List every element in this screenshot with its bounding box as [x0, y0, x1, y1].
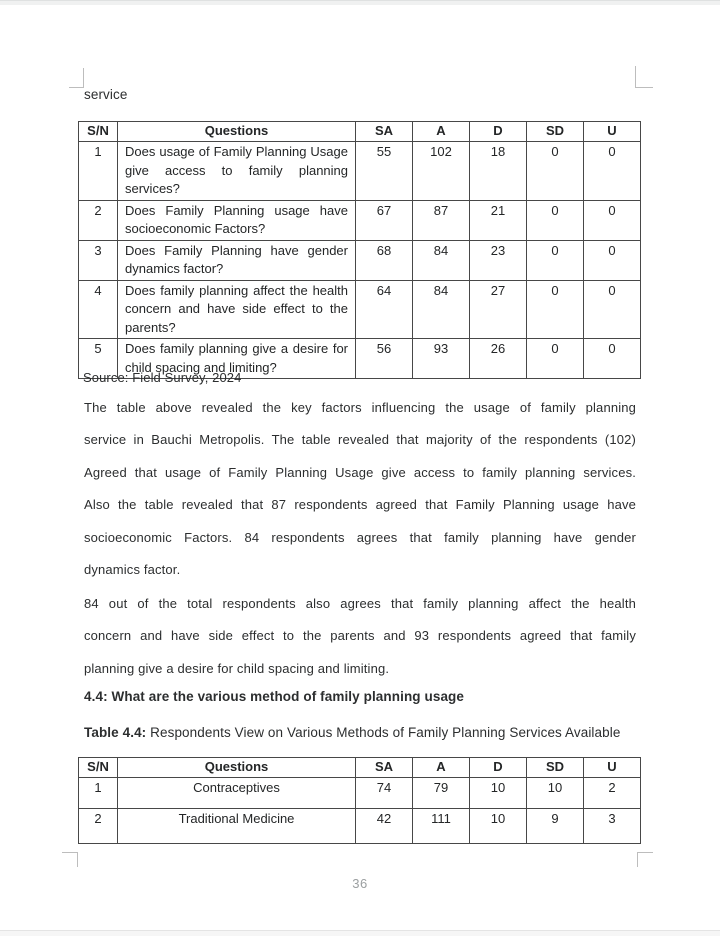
count-cell: 102	[413, 142, 470, 201]
question-cell: Does Family Planning usage have socioeconomic Factors?	[118, 200, 356, 240]
count-cell: 2	[584, 778, 641, 809]
serial-cell: 1	[79, 778, 118, 809]
question-cell: Traditional Medicine	[118, 809, 356, 844]
count-cell: 0	[527, 339, 584, 379]
paragraph-line: The table above revealed the key factors influencing the usage of family planning	[84, 400, 636, 415]
screen-top-edge-strip	[0, 0, 720, 5]
count-cell: 0	[527, 142, 584, 201]
count-cell: 0	[527, 200, 584, 240]
paragraph-line: Agreed that usage of Family Planning Usage give access to family planning services.	[84, 464, 636, 480]
count-cell: 27	[470, 280, 527, 339]
paragraph-line: socioeconomic Factors. 84 respondents agrees that family planning have gender	[84, 529, 636, 545]
table-row	[79, 809, 641, 844]
leading-text: service	[84, 87, 128, 102]
paragraph-line: 84 out of the total respondents also agrees that family planning affect the health	[84, 596, 636, 611]
table-methods	[78, 757, 641, 844]
count-cell: 23	[470, 240, 527, 280]
count-cell: 56	[356, 339, 413, 379]
serial-cell: 5	[79, 339, 118, 379]
column-header: U	[584, 758, 641, 778]
paragraph-line: planning give a desire for child spacing and limiting.	[84, 660, 390, 676]
column-header: S/N	[79, 758, 118, 778]
count-cell: 87	[413, 200, 470, 240]
count-cell: 42	[356, 809, 413, 844]
serial-cell: 1	[79, 142, 118, 201]
body-paragraph-2	[84, 588, 636, 685]
table-row	[79, 142, 641, 201]
count-cell: 93	[413, 339, 470, 379]
paragraph-line: dynamics factor.	[84, 562, 181, 578]
question-cell: Does usage of Family Planning Usage give access to family planning services?	[118, 142, 356, 201]
column-header: SA	[356, 122, 413, 142]
margin-mark-top-right	[635, 66, 653, 88]
count-cell: 68	[356, 240, 413, 280]
count-cell: 84	[413, 240, 470, 280]
count-cell: 74	[356, 778, 413, 809]
question-cell: Does family planning affect the health concern and have side effect to the parents?	[118, 280, 356, 339]
column-header: SD	[527, 122, 584, 142]
column-header: A	[413, 122, 470, 142]
margin-mark-top-left	[69, 68, 84, 88]
column-header: U	[584, 122, 641, 142]
serial-cell: 2	[79, 200, 118, 240]
count-cell: 10	[470, 778, 527, 809]
question-cell: Does Family Planning have gender dynamics factor?	[118, 240, 356, 280]
serial-cell: 4	[79, 280, 118, 339]
margin-mark-bottom-left	[62, 852, 78, 867]
caption-text: Respondents View on Various Methods of Family Planning Services Available	[150, 725, 621, 740]
count-cell: 0	[527, 280, 584, 339]
column-header: S/N	[79, 122, 118, 142]
count-cell: 0	[584, 280, 641, 339]
count-cell: 0	[584, 200, 641, 240]
count-cell: 67	[356, 200, 413, 240]
table-row	[79, 280, 641, 339]
column-header: Questions	[118, 758, 356, 778]
count-cell: 0	[584, 142, 641, 201]
table-source-note: Source: Field Survey, 2024	[83, 370, 242, 385]
table-header	[79, 758, 641, 778]
column-header: SA	[356, 758, 413, 778]
table-row	[79, 240, 641, 280]
count-cell: 79	[413, 778, 470, 809]
count-cell: 10	[470, 809, 527, 844]
count-cell: 26	[470, 339, 527, 379]
column-header: Questions	[118, 122, 356, 142]
count-cell: 0	[584, 240, 641, 280]
count-cell: 84	[413, 280, 470, 339]
count-cell: 21	[470, 200, 527, 240]
screen-bottom-edge-strip	[0, 930, 720, 936]
count-cell: 10	[527, 778, 584, 809]
table-4-4-caption	[84, 725, 620, 740]
count-cell: 55	[356, 142, 413, 201]
section-heading: 4.4: What are the various method of family planning usage	[84, 689, 465, 704]
serial-cell: 2	[79, 809, 118, 844]
table-key-factors	[78, 121, 641, 379]
serial-cell: 3	[79, 240, 118, 280]
table-row	[79, 778, 641, 809]
count-cell: 9	[527, 809, 584, 844]
table-header	[79, 122, 641, 142]
table-row	[79, 200, 641, 240]
paragraph-line: concern and have side effect to the parents and 93 respondents agreed that family	[84, 628, 636, 644]
column-header: A	[413, 758, 470, 778]
count-cell: 18	[470, 142, 527, 201]
column-header: SD	[527, 758, 584, 778]
paragraph-line: Also the table revealed that 87 respondents agreed that Family Planning usage have	[84, 497, 636, 513]
count-cell: 111	[413, 809, 470, 844]
count-cell: 3	[584, 809, 641, 844]
paragraph-line: service in Bauchi Metropolis. The table revealed that majority of the respondents (102)	[84, 432, 636, 448]
count-cell: 0	[584, 339, 641, 379]
column-header: D	[470, 758, 527, 778]
count-cell: 0	[527, 240, 584, 280]
body-paragraph-1	[84, 392, 636, 586]
question-cell: Does family planning give a desire for child spacing and limiting?	[118, 339, 356, 379]
column-header: D	[470, 122, 527, 142]
margin-mark-bottom-right	[637, 852, 653, 867]
question-cell: Contraceptives	[118, 778, 356, 809]
page-number: 36	[352, 876, 368, 891]
caption-label: Table 4.4:	[84, 725, 147, 740]
count-cell: 64	[356, 280, 413, 339]
